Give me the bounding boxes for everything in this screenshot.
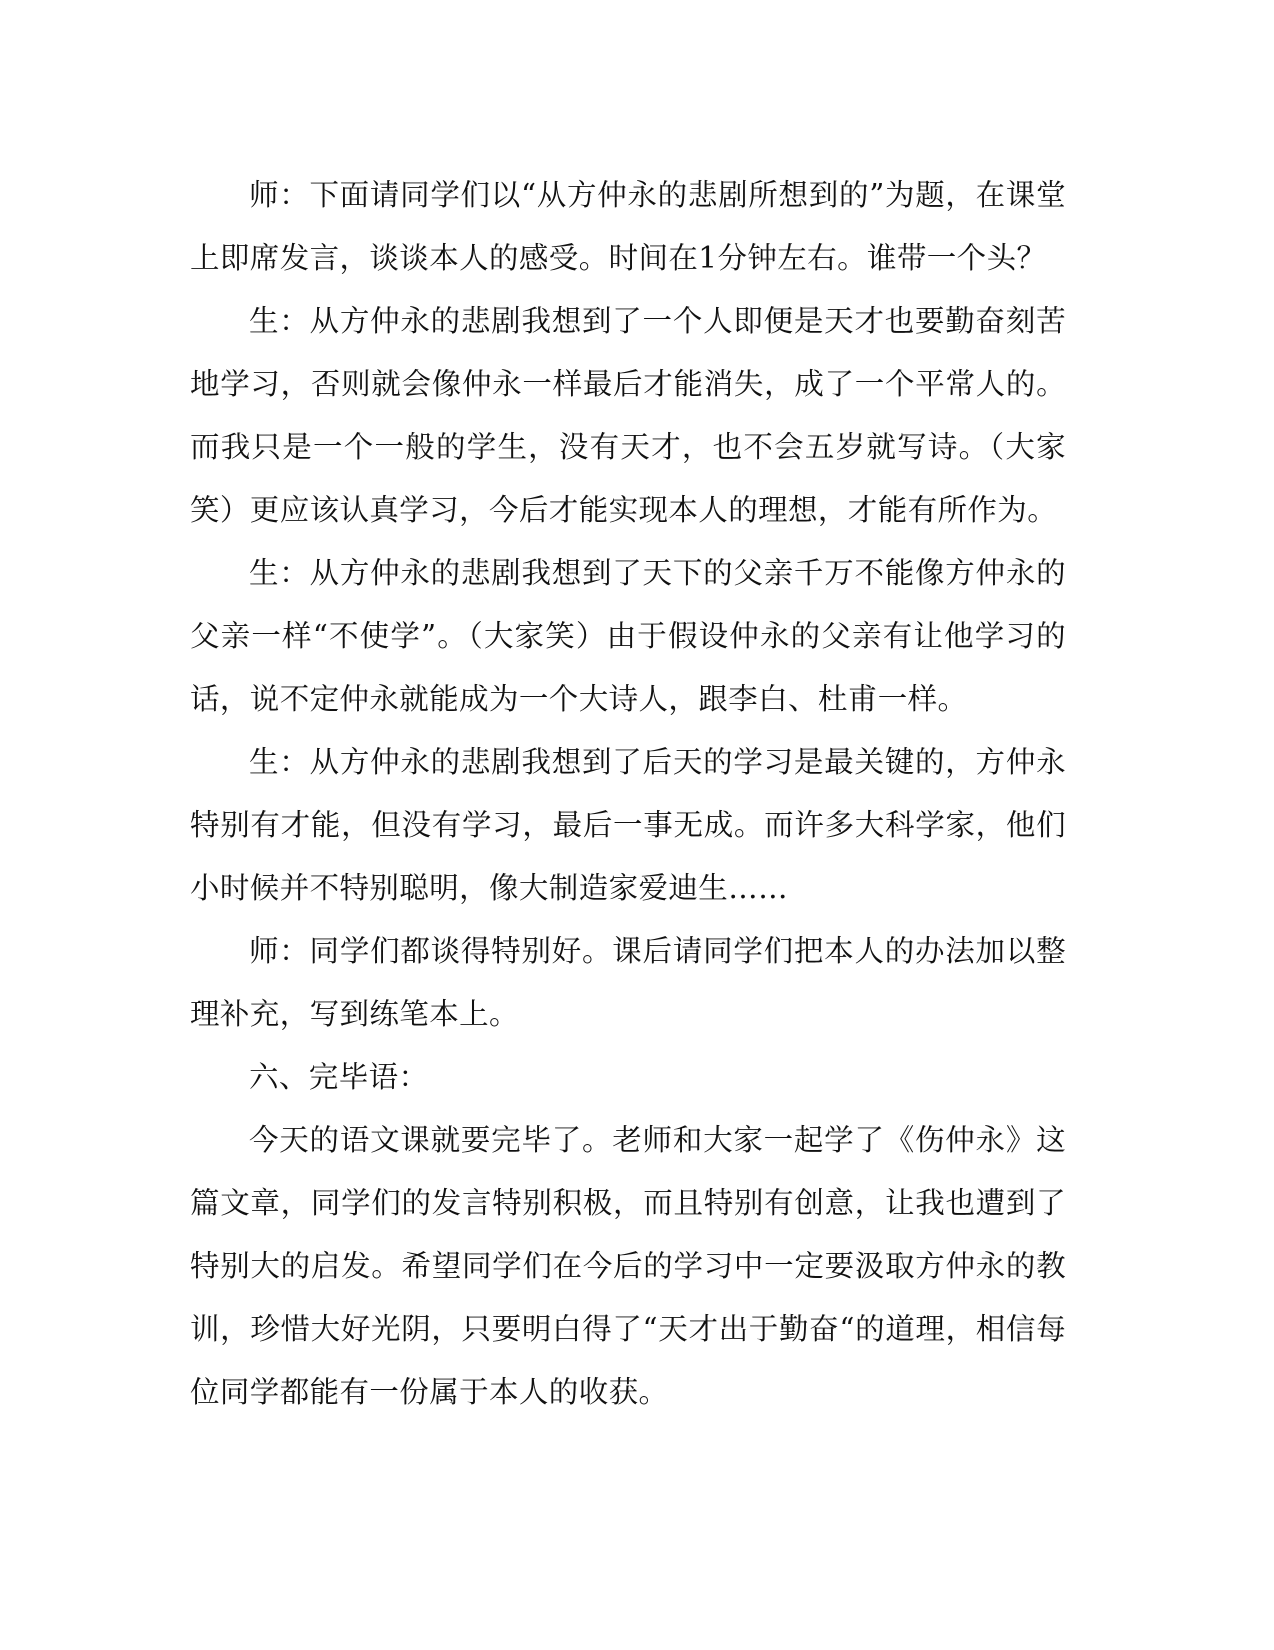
paragraph-closing: 今天的语文课就要完毕了。老师和大家一起学了《伤仲永》这篇文章，同学们的发言特别积极，而且特别有创意，让我也遭到了特别大的启发。希望同学们在今后的学习中一定要汲取方仲永的教训，珍惜大好光阴，只要明白得了“天才出于勤奋“的道理，相信每位同学都能有一份属于本人的收获。 — [190, 1123, 1066, 1409]
paragraph-student-3: 生：从方仲永的悲剧我想到了后天的学习是最关键的，方仲永特别有才能，但没有学习，最后一事无成。而许多大科学家，他们小时候并不特别聪明，像大制造家爱迪生…… — [190, 745, 1066, 905]
paragraph-teacher-prompt: 师：下面请同学们以“从方仲永的悲剧所想到的”为题，在课堂上即席发言，谈谈本人的感受。时间在1分钟左右。谁带一个头？ — [190, 178, 1066, 275]
section-heading-closing: 六、完毕语： — [249, 1060, 429, 1094]
paragraph-teacher-summary: 师：同学们都谈得特别好。课后请同学们把本人的办法加以整理补充，写到练笔本上。 — [190, 934, 1066, 1031]
paragraph-student-2: 生：从方仲永的悲剧我想到了天下的父亲千万不能像方仲永的父亲一样“不使学”。（大家笑）由于假设仲永的父亲有让他学习的话，说不定仲永就能成为一个大诗人，跟李白、杜甫一样。 — [190, 556, 1066, 716]
document-body — [190, 164, 1066, 1424]
paragraph-student-1: 生：从方仲永的悲剧我想到了一个人即便是天才也要勤奋刻苦地学习，否则就会像仲永一样最后才能消失，成了一个平常人的。而我只是一个一般的学生，没有天才，也不会五岁就写诗。（大家笑）更应该认真学习，今后才能实现本人的理想，才能有所作为。 — [190, 304, 1066, 527]
